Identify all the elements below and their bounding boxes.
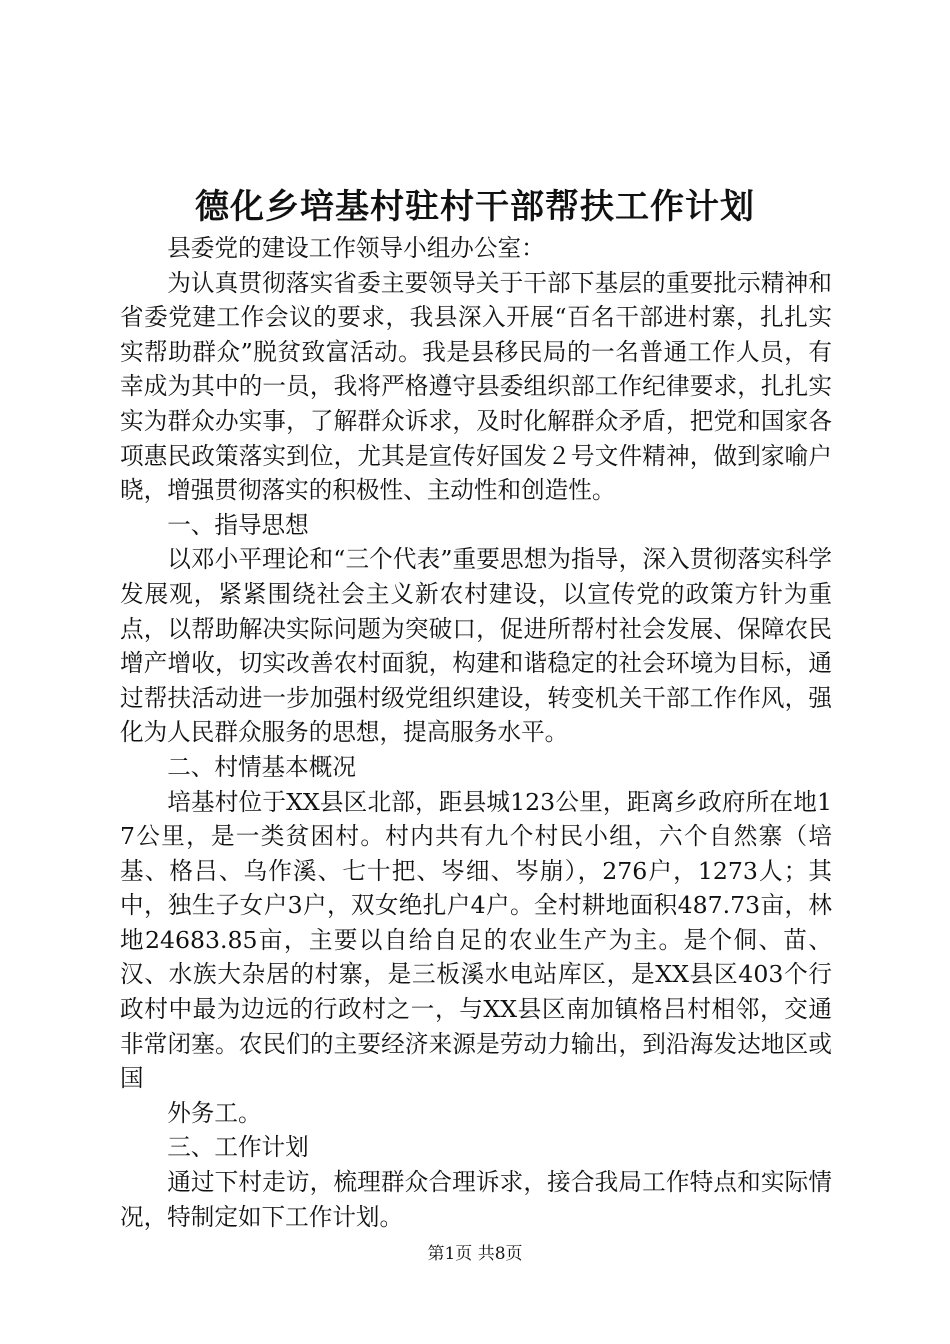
section-heading-work-plan: 三、工作计划 [167, 1133, 309, 1162]
salutation: 县委党的建设工作领导小组办公室： [167, 234, 545, 262]
paragraph-work-plan: 通过下村走访，梳理群众合理诉求，接合我局工作特点和实际情况，特制定如下工作计划。 [120, 1168, 832, 1231]
document-title: 德化乡培基村驻村干部帮扶工作计划 [195, 187, 755, 227]
paragraph-village-overview-continued: 外务工。 [167, 1098, 262, 1127]
paragraph-village-overview: 培基村位于XX县区北部，距县城123公里，距离乡政府所在地17公里，是一类贫困村。村内共有九个村民小组，六个自然寨（培基、格吕、乌作溪、七十把、岑细、岑崩），276户，1273人；其中，独生子女户3户，双女绝扎户4户。全村耕地面积487.73亩，林地24683.85亩，主要以自给自足的农业生产为主。是个侗、苗、汉、水族大杂居的村寨，是三板溪水电站库区，是XX县区403个行政村中最为边远的行政村之一，与XX县区南加镇格吕村相邻，交通非常闭塞。农民们的主要经济来源是劳动力输出，到沿海发达地区或国 [120, 787, 832, 1093]
document-body [120, 231, 832, 1234]
section-heading-village-overview: 二、村情基本概况 [167, 752, 356, 781]
paragraph-intro: 为认真贯彻落实省委主要领导关于干部下基层的重要批示精神和省委党建工作会议的要求，我县深入开展“百名干部进村寨，扎扎实实帮助群众”脱贫致富活动。我是县移民局的一名普通工作人员，有幸成为其中的一员，我将严格遵守县委组织部工作纪律要求，扎扎实实为群众办实事，了解群众诉求，及时化解群众矛盾，把党和国家各项惠民政策落实到位，尤其是宣传好国发２号文件精神，做到家喻户晓，增强贯彻落实的积极性、主动性和创造性。 [120, 268, 832, 505]
paragraph-guiding-thought: 以邓小平理论和“三个代表”重要思想为指导，深入贯彻落实科学发展观，紧紧围绕社会主义新农村建设，以宣传党的政策方针为重点，以帮助解决实际问题为突破口，促进所帮村社会发展、保障农民增产增收，切实改善农村面貌，构建和谐稳定的社会环境为目标，通过帮扶活动进一步加强村级党组织建设，转变机关干部工作作风，强化为人民群众服务的思想，提高服务水平。 [120, 545, 832, 747]
section-heading-guiding-thought: 一、指导思想 [167, 510, 309, 539]
page-number-footer: 第1页 共8页 [427, 1244, 523, 1264]
